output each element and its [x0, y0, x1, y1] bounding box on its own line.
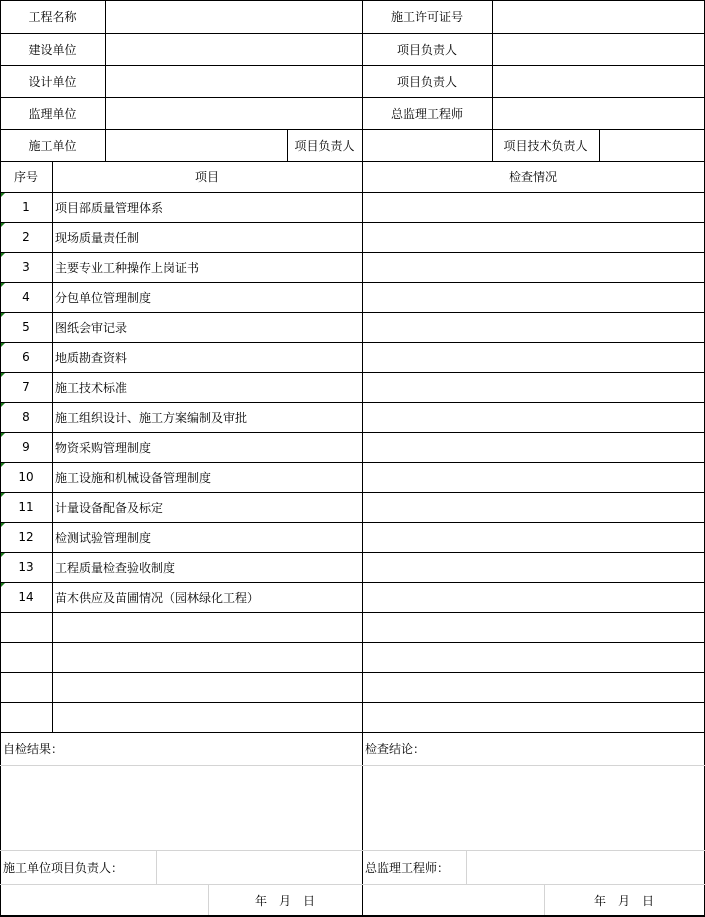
row-seq: 2 [22, 230, 30, 244]
horizontal-rule [0, 432, 705, 433]
row-check-field[interactable] [362, 432, 704, 462]
vertical-rule [599, 129, 600, 161]
row-check-field[interactable] [362, 612, 704, 642]
green-triangle-indicator [1, 373, 5, 377]
row-seq: 6 [22, 350, 30, 364]
supervisor-label: 监理单位 [28, 106, 77, 121]
horizontal-rule [0, 161, 705, 162]
table-row [0, 582, 705, 612]
horizontal-rule [0, 282, 705, 283]
green-triangle-indicator [1, 403, 5, 407]
row-seq [0, 612, 52, 642]
contractor-pm-sign-field[interactable] [156, 850, 362, 884]
row-check-field[interactable] [362, 702, 704, 732]
horizontal-rule [0, 884, 705, 885]
table-row [0, 252, 705, 282]
row-item [52, 672, 362, 702]
row-item: 施工设施和机械设备管理制度 [55, 470, 212, 485]
row-check-field[interactable] [362, 402, 704, 432]
row-seq: 1 [22, 200, 30, 214]
table-row [0, 312, 705, 342]
vertical-rule [105, 0, 106, 161]
chief-engineer-field[interactable] [492, 97, 704, 129]
row-item: 现场质量责任制 [55, 230, 140, 245]
row-seq: 12 [18, 530, 34, 544]
designer-label: 设计单位 [28, 74, 77, 89]
table-row [0, 672, 705, 702]
table-row [0, 192, 705, 222]
row-seq [0, 642, 52, 672]
table-row [0, 642, 705, 672]
row-seq: 5 [22, 320, 30, 334]
row-check-field[interactable] [362, 462, 704, 492]
green-triangle-indicator [1, 433, 5, 437]
builder-pm-field[interactable] [492, 33, 704, 65]
project-name-field[interactable] [105, 0, 362, 33]
chief-engineer-label: 总监理工程师 [390, 106, 463, 121]
row-item: 施工技术标准 [55, 380, 128, 395]
table-row [0, 282, 705, 312]
permit-no-field[interactable] [492, 0, 704, 33]
row-seq: 8 [22, 410, 30, 424]
table-row [0, 222, 705, 252]
row-item: 检测试验管理制度 [55, 530, 152, 545]
green-triangle-indicator [1, 343, 5, 347]
date-right[interactable]: 年 月 日 [593, 893, 654, 908]
green-triangle-indicator [1, 553, 5, 557]
row-check-field[interactable] [362, 342, 704, 372]
row-check-field[interactable] [362, 582, 704, 612]
horizontal-rule [0, 462, 705, 463]
green-triangle-indicator [1, 463, 5, 467]
green-triangle-indicator [1, 283, 5, 287]
row-check-field[interactable] [362, 252, 704, 282]
table-row [0, 702, 705, 732]
horizontal-rule [0, 765, 705, 766]
horizontal-rule [0, 252, 705, 253]
horizontal-rule [0, 192, 705, 193]
col-header-check: 检查情况 [508, 170, 557, 184]
table-row [0, 372, 705, 402]
date-left[interactable]: 年 月 日 [254, 893, 315, 908]
table-row [0, 522, 705, 552]
row-item: 地质勘查资料 [55, 350, 128, 365]
row-check-field[interactable] [362, 642, 704, 672]
horizontal-rule [0, 492, 705, 493]
row-seq: 7 [22, 380, 30, 394]
tech-lead-field[interactable] [599, 129, 704, 161]
col-header-seq: 序号 [13, 170, 38, 184]
horizontal-rule [0, 402, 705, 403]
row-item [52, 702, 362, 732]
row-seq: 3 [22, 260, 30, 274]
row-seq: 9 [22, 440, 30, 454]
row-item: 主要专业工种操作上岗证书 [55, 260, 200, 275]
conclusion-label: 检查结论： [365, 742, 426, 756]
table-row [0, 342, 705, 372]
vertical-rule [362, 0, 363, 917]
horizontal-rule [0, 612, 705, 613]
project-name-label: 工程名称 [28, 10, 77, 24]
contractor-label: 施工单位 [28, 138, 77, 153]
table-row [0, 552, 705, 582]
builder-label: 建设单位 [28, 42, 77, 57]
conclusion-field[interactable] [362, 765, 704, 850]
row-item [52, 612, 362, 642]
green-triangle-indicator [1, 523, 5, 527]
row-item: 物资采购管理制度 [55, 440, 152, 455]
designer-pm-label: 项目负责人 [396, 74, 457, 89]
contractor-field[interactable] [105, 129, 287, 161]
contractor-pm-sign-label: 施工单位项目负责人： [3, 860, 124, 875]
row-check-field[interactable] [362, 222, 704, 252]
horizontal-rule [0, 732, 705, 733]
row-item: 计量设备配备及标定 [55, 500, 164, 515]
vertical-rule [156, 850, 157, 884]
horizontal-rule [0, 222, 705, 223]
vertical-rule [52, 161, 53, 732]
horizontal-rule [0, 312, 705, 313]
horizontal-rule [0, 372, 705, 373]
horizontal-rule [0, 672, 705, 673]
row-check-field[interactable] [362, 492, 704, 522]
row-check-field[interactable] [362, 522, 704, 552]
row-seq [0, 702, 52, 732]
horizontal-rule [0, 582, 705, 583]
self-check-label: 自检结果： [3, 742, 64, 756]
row-check-field[interactable] [362, 552, 704, 582]
row-seq: 13 [18, 560, 34, 574]
table-row [0, 432, 705, 462]
designer-pm-field[interactable] [492, 65, 704, 97]
green-triangle-indicator [1, 313, 5, 317]
green-triangle-indicator [1, 583, 5, 587]
green-triangle-indicator [1, 493, 5, 497]
row-item [52, 642, 362, 672]
supervisor-field[interactable] [105, 97, 362, 129]
horizontal-rule [0, 642, 705, 643]
row-check-field[interactable] [362, 372, 704, 402]
horizontal-rule [0, 342, 705, 343]
row-item: 苗木供应及苗圃情况（园林绿化工程） [55, 590, 260, 605]
green-triangle-indicator [1, 223, 5, 227]
vertical-rule [492, 0, 493, 161]
vertical-rule [544, 884, 545, 916]
designer-field[interactable] [105, 65, 362, 97]
contractor-pm-label: 项目负责人 [294, 138, 355, 153]
tech-lead-label: 项目技术负责人 [503, 138, 588, 153]
table-row [0, 462, 705, 492]
horizontal-rule [0, 850, 705, 851]
row-item: 项目部质量管理体系 [55, 200, 164, 215]
chief-engineer-sign-field[interactable] [466, 850, 704, 884]
row-item: 图纸会审记录 [55, 320, 128, 335]
contractor-pm-field[interactable] [362, 129, 492, 161]
table-row [0, 492, 705, 522]
row-item: 分包单位管理制度 [55, 290, 152, 305]
horizontal-rule [0, 702, 705, 703]
vertical-rule [287, 129, 288, 161]
vertical-rule [208, 884, 209, 916]
permit-no-label: 施工许可证号 [390, 10, 463, 24]
row-check-field[interactable] [362, 192, 704, 222]
green-triangle-indicator [1, 193, 5, 197]
horizontal-rule [0, 552, 705, 553]
vertical-rule [0, 0, 1, 917]
horizontal-rule [0, 522, 705, 523]
row-seq [0, 672, 52, 702]
table-row [0, 612, 705, 642]
green-triangle-indicator [1, 253, 5, 257]
row-seq: 11 [18, 500, 34, 514]
row-check-field[interactable] [362, 672, 704, 702]
row-seq: 14 [18, 590, 34, 604]
table-row [0, 402, 705, 432]
self-check-field[interactable] [0, 765, 362, 850]
col-header-item: 项目 [194, 170, 219, 184]
builder-pm-label: 项目负责人 [396, 42, 457, 57]
chief-engineer-sign-label: 总监理工程师： [365, 860, 450, 875]
row-seq: 10 [18, 470, 34, 484]
row-item: 施工组织设计、施工方案编制及审批 [55, 410, 248, 425]
row-seq: 4 [22, 290, 30, 304]
row-check-field[interactable] [362, 282, 704, 312]
vertical-rule [466, 850, 467, 884]
builder-field[interactable] [105, 33, 362, 65]
row-item: 工程质量检查验收制度 [55, 560, 176, 575]
row-check-field[interactable] [362, 312, 704, 342]
